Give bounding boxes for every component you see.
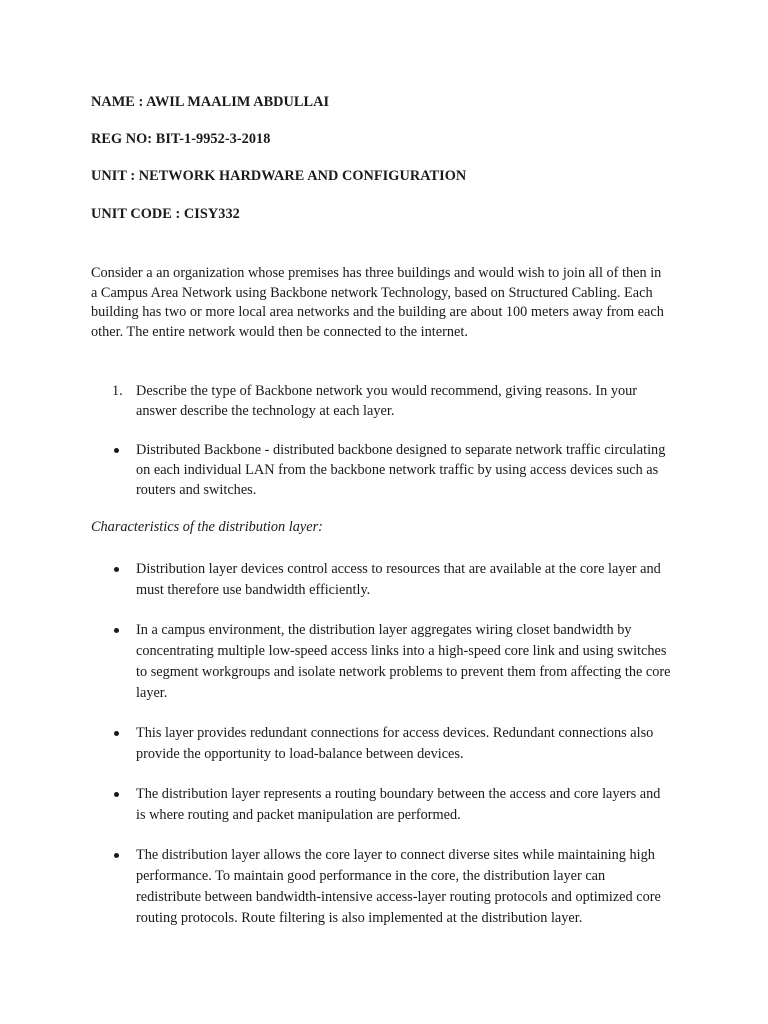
characteristic-text: The distribution layer allows the core layer to connect diverse sites while maintaining high performance. To maintain good performance in the core, the distribution layer can redistribute between bandwidth-intensive access-layer routing protocols and optimized core routing protocols. Route filtering is also implemented at the distribution layer. [136, 847, 661, 926]
unit-code: UNIT CODE : CISY332 [91, 206, 240, 222]
section-heading: Characteristics of the distribution layer: [91, 519, 323, 535]
bullet-icon [114, 792, 119, 797]
answer-text: Distributed Backbone - distributed backbone designed to separate network traffic circulating on each individual LAN from the backbone network traffic by using access devices such as routers and switches. [136, 442, 666, 498]
unit-title: UNIT : NETWORK HARDWARE AND CONFIGURATION [91, 168, 467, 184]
bullet-icon [114, 448, 119, 453]
question-number: 1. [112, 383, 123, 399]
bullet-icon [114, 567, 119, 572]
characteristic-text: This layer provides redundant connections for access devices. Redundant connections also provide the opportunity to load-balance between devices. [136, 725, 654, 762]
bullet-icon [114, 853, 119, 858]
student-name: NAME : AWIL MAALIM ABDULLAI [91, 94, 330, 110]
registration-number: REG NO: BIT-1-9952-3-2018 [91, 131, 271, 147]
question-text: Describe the type of Backbone network you would recommend, giving reasons. In your answer describe the technology at each layer. [136, 383, 638, 419]
characteristic-text: In a campus environment, the distribution layer aggregates wiring closet bandwidth by concentrating multiple low-speed access links into a high-speed core link and using switches to segment workgroups and isolate network problems to prevent them from affecting the core layer. [136, 622, 671, 701]
bullet-icon [114, 731, 119, 736]
bullet-icon [114, 628, 119, 633]
characteristic-text: Distribution layer devices control access to resources that are available at the core layer and must therefore use bandwidth efficiently. [136, 561, 661, 598]
intro-paragraph: Consider a an organization whose premises has three buildings and would wish to join all of then in a Campus Area Network using Backbone network Technology, based on Structured Cabling. Each building has two or more local area networks and the building are about 100 meters away from each other. The entire network would then be connected to the internet. [91, 265, 664, 340]
characteristic-text: The distribution layer represents a routing boundary between the access and core layers and is where routing and packet manipulation are performed. [136, 786, 661, 823]
